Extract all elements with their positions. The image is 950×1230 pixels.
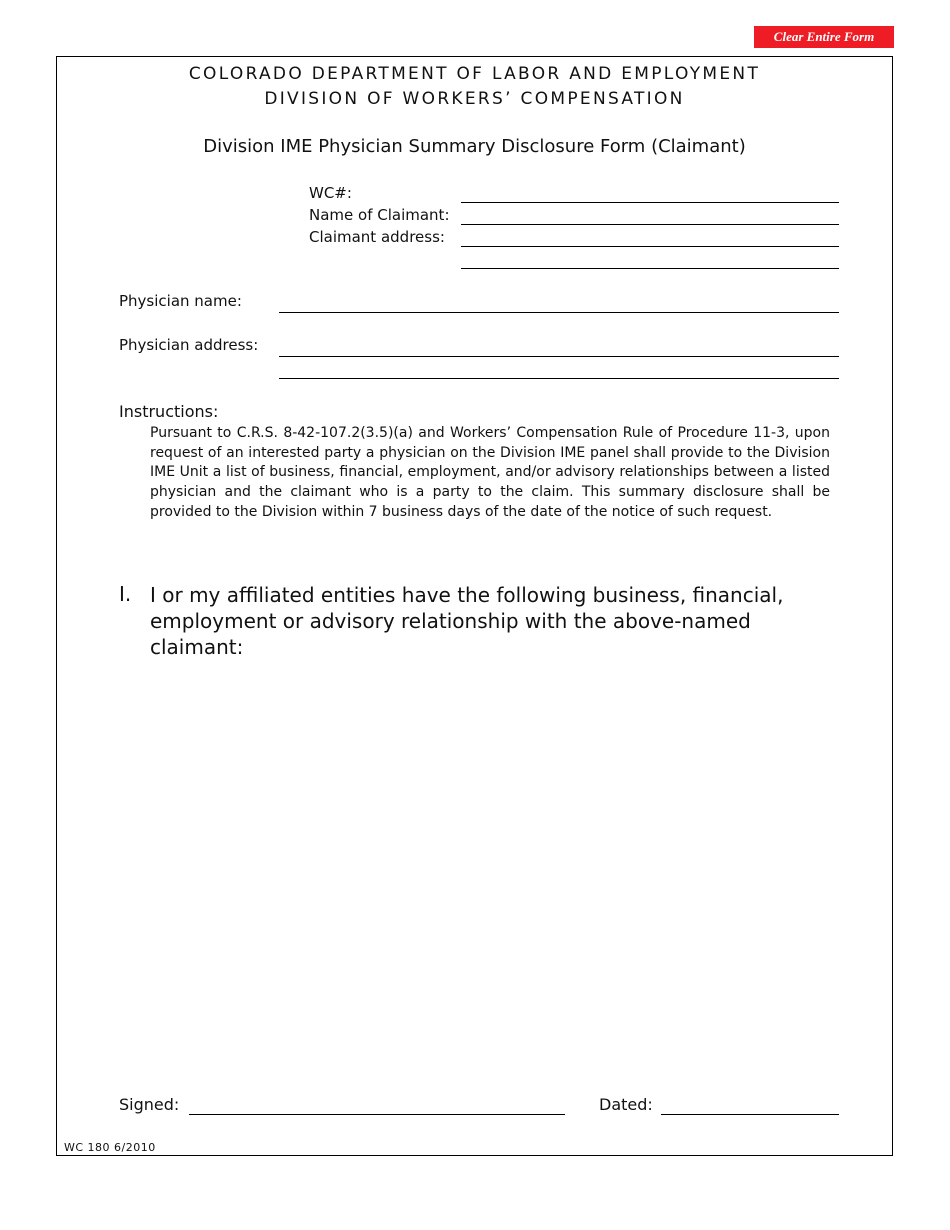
signed-label: Signed: bbox=[119, 1095, 180, 1114]
physician-name-field[interactable] bbox=[279, 292, 839, 313]
wc-number-label: WC#: bbox=[309, 184, 352, 202]
physician-address-line1-field[interactable] bbox=[279, 336, 839, 357]
date-field[interactable] bbox=[661, 1094, 839, 1115]
relationship-response-field[interactable] bbox=[119, 650, 843, 1074]
claimant-name-label: Name of Claimant: bbox=[309, 206, 450, 224]
physician-name-label: Physician name: bbox=[119, 292, 242, 310]
form-number: WC 180 6/2010 bbox=[64, 1141, 156, 1154]
relationship-statement: I or my affiliated entities have the following business, financial, employment or advisory relationship with the above-named claimant: bbox=[150, 583, 784, 659]
claimant-address-label: Claimant address: bbox=[309, 228, 445, 246]
dated-label: Dated: bbox=[599, 1095, 653, 1114]
physician-address-label: Physician address: bbox=[119, 336, 259, 354]
form-title: Division IME Physician Summary Disclosure Form (Claimant) bbox=[203, 136, 746, 157]
instructions-text: Pursuant to C.R.S. 8-42-107.2(3.5)(a) and Workers’ Compensation Rule of Procedure 11-3, upon request of an interested party a physician on the Division IME panel shall provide to the Division IME Unit a list of business, financial, employment, and/or advisory relationships between a listed physician and the claimant who is a party to the claim. This summary disclosure shall be provided to the Division within 7 business days of the date of the notice of such request. bbox=[150, 425, 830, 520]
claimant-address-line2-field[interactable] bbox=[461, 248, 839, 269]
physician-address-line2-field[interactable] bbox=[279, 358, 839, 379]
wc-number-field[interactable] bbox=[461, 182, 839, 203]
clear-entire-form-button[interactable]: Clear Entire Form bbox=[754, 26, 894, 48]
signature-field[interactable] bbox=[189, 1094, 565, 1115]
section-number: I. bbox=[119, 582, 132, 606]
department-heading: COLORADO DEPARTMENT OF LABOR AND EMPLOYMENT bbox=[188, 64, 761, 84]
division-heading: DIVISION OF WORKERS’ COMPENSATION bbox=[264, 89, 685, 109]
claimant-address-line1-field[interactable] bbox=[461, 226, 839, 247]
instructions-label: Instructions: bbox=[119, 402, 219, 421]
claimant-name-field[interactable] bbox=[461, 204, 839, 225]
